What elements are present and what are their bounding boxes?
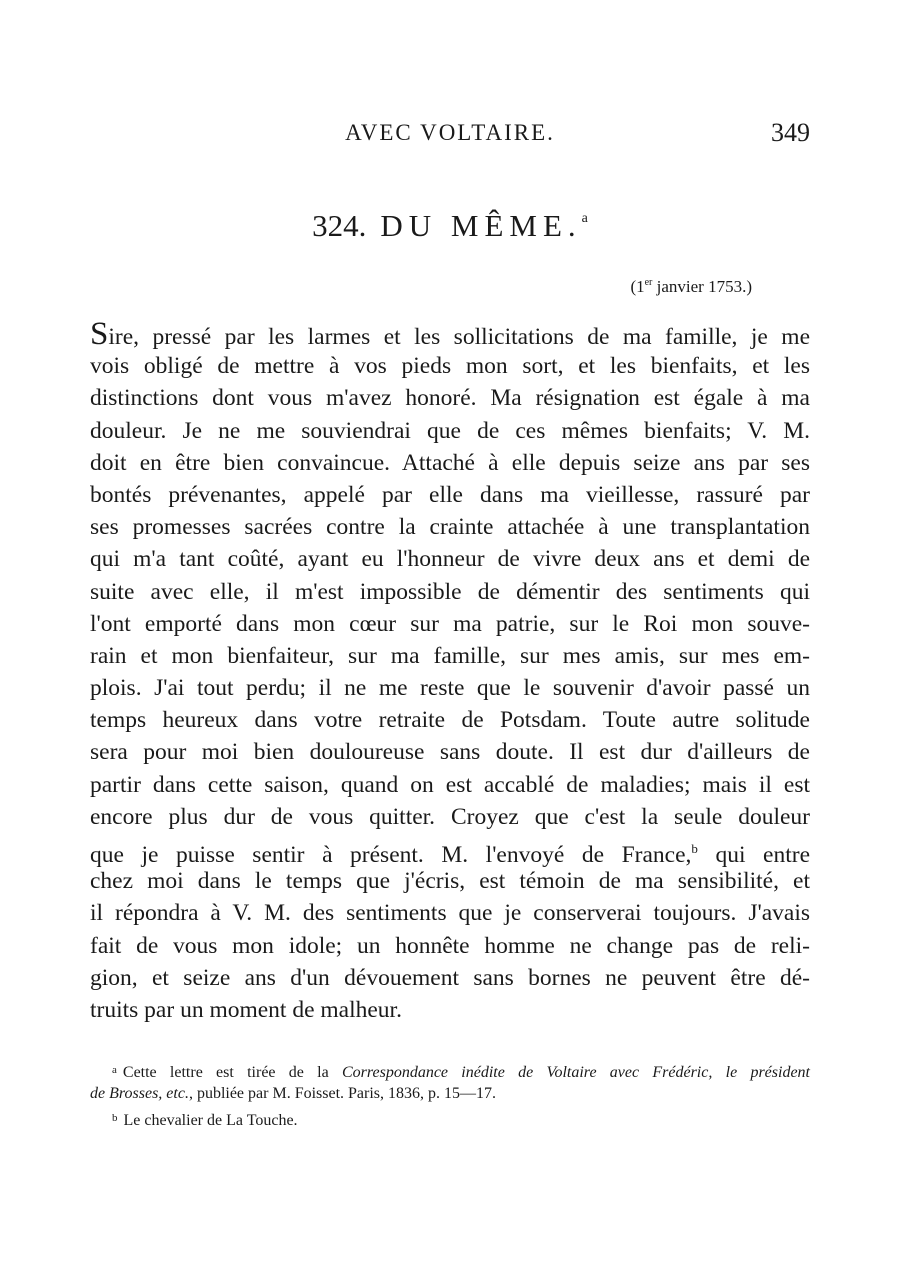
body-line: qui m'a tant coûté, ayant eu l'honneur de vivre deux ans et demi de [90, 546, 810, 573]
body-line: vois obligé de mettre à vos pieds mon sort, et les bienfaits, et les [90, 353, 810, 380]
footnote-b-mark: b [112, 1112, 118, 1124]
body-line: il répondra à V. M. des sentiments que je conserverai toujours. J'avais [90, 900, 810, 927]
body-line: suite avec elle, il m'est impossible de démentir des sentiments qui [90, 578, 810, 605]
footnote-ref-a: a [581, 211, 588, 226]
body-line [90, 318, 810, 350]
footnote-b-text: Le chevalier de La Touche. [123, 1112, 298, 1129]
letter-number: 324. [312, 208, 367, 243]
letter-date [630, 277, 752, 297]
date-superscript: er [644, 277, 653, 288]
body-line: truits par un moment de malheur. [90, 996, 402, 1023]
body-line: plois. J'ai tout perdu; il ne me reste que le souvenir d'avoir passé un [90, 675, 810, 702]
footnote-a-italic-2: de Brosses, etc. [90, 1085, 189, 1102]
date-prefix: (1 [630, 277, 645, 296]
page-number: 349 [771, 118, 810, 147]
running-head [90, 116, 810, 152]
body-line: distinctions dont vous m'avez honoré. Ma résignation est égale à ma [90, 385, 810, 412]
body-line: partir dans cette saison, quand on est accablé de maladies; mais il est [90, 771, 810, 798]
body-line [90, 833, 810, 868]
footnote-a-text: Cette lettre est tirée de la [122, 1064, 342, 1081]
drop-cap: S [90, 316, 109, 352]
date-rest: janvier 1753.) [652, 277, 752, 296]
body-line: l'ont emporté dans mon cœur sur ma patrie, sur le Roi mon souve- [90, 610, 810, 637]
body-line-text: que je puisse sentir à présent. M. l'envoyé de France, [90, 842, 692, 868]
running-title: AVEC VOLTAIRE. [345, 120, 555, 145]
footnote-a-text-2: , publiée par M. Foisset. Paris, 1836, p. 15—17. [188, 1085, 497, 1102]
body-line-tail: qui entre [697, 842, 810, 868]
footnote-a-continued [90, 1082, 810, 1106]
body-line: encore plus dur de vous quitter. Croyez que c'est la seule douleur [90, 803, 810, 830]
footnotes [90, 1058, 810, 1130]
body-line: rain et mon bienfaiteur, sur ma famille, sur mes amis, sur mes em- [90, 642, 810, 669]
letter-title: DU MÊME. [380, 208, 582, 243]
letter-body [90, 318, 810, 1026]
body-line: douleur. Je ne me souviendrai que de ces mêmes bienfaits; V. M. [90, 417, 810, 444]
body-line: chez moi dans le temps que j'écris, est témoin de ma sensibilité, et [90, 868, 810, 895]
body-line: fait de vous mon idole; un honnête homme ne change pas de reli- [90, 932, 810, 959]
footnote-b [90, 1106, 810, 1130]
footnote-ref-b: b [691, 841, 698, 856]
body-line: doit en être bien convaincue. Attaché à elle depuis seize ans par ses [90, 449, 810, 476]
body-line-text: ire, pressé par les larmes et les sollicitations de ma famille, je me [108, 324, 810, 350]
footnote-a [90, 1058, 810, 1082]
body-line: gion, et seize ans d'un dévouement sans bornes ne peuvent être dé- [90, 964, 810, 991]
body-line: temps heureux dans votre retraite de Potsdam. Toute autre solitude [90, 707, 810, 734]
body-line: bontés prévenantes, appelé par elle dans ma vieillesse, rassuré par [90, 481, 810, 508]
body-line: sera pour moi bien douloureuse sans doute. Il est dur d'ailleurs de [90, 739, 810, 766]
footnote-a-italic: Correspondance inédite de Voltaire avec Frédéric, le président [341, 1064, 810, 1081]
letter-heading [0, 208, 900, 244]
footnote-a-mark: a [112, 1064, 117, 1076]
body-line: ses promesses sacrées contre la crainte attachée à une transplantation [90, 514, 810, 541]
